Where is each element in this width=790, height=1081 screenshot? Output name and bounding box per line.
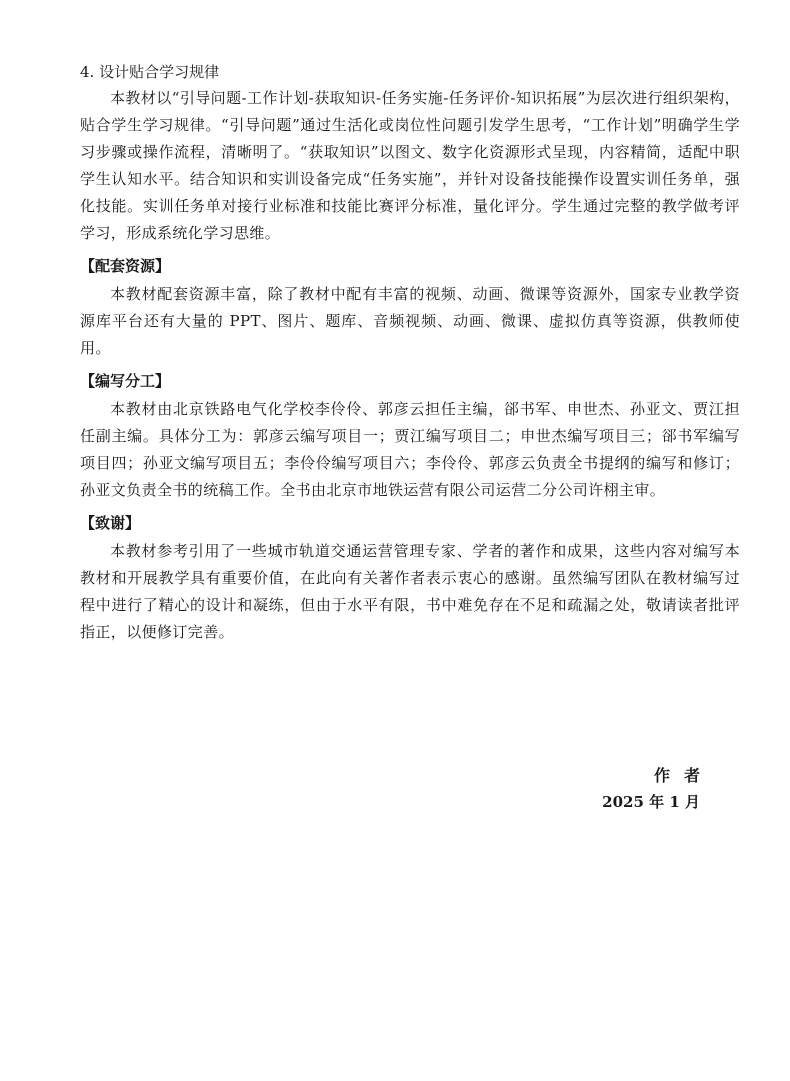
resources-heading: 【配套资源】 [80, 257, 171, 275]
thanks-paragraph: 本教材参考引用了一些城市轨道交通运营管理专家、学者的著作和成果，这些内容对编写本教材和开展教学具有重要价值，在此向有关著作者表示衷心的感谢。虽然编写团队在教材编写过程中进行了精心的设计和凝练，但由于水平有限，书中难免存在不足和疏漏之处，敬请读者批评指正，以便修订完善。 [80, 542, 740, 641]
design-subheading: 4. 设计贴合学习规律 [80, 63, 220, 81]
thanks-heading: 【致谢】 [80, 514, 141, 532]
signature-block [580, 763, 714, 815]
division-paragraph: 本教材由北京铁路电气化学校李伶伶、郭彦云担任主编，郤书军、申世杰、孙亚文、贾江担任副主编。具体分工为：郭彦云编写项目一；贾江编写项目二；申世杰编写项目三；郤书军编写项目四；孙亚文编写项目五；李伶伶编写项目六；李伶伶、郭彦云负责全书提纲的编写和修订；孙亚文负责全书的统稿工作。全书由北京市地铁运营有限公司运营二分公司许栩主审。 [80, 400, 740, 499]
signature-author: 作者 [653, 766, 714, 785]
division-heading: 【编写分工】 [80, 372, 171, 390]
resources-paragraph: 本教材配套资源丰富，除了教材中配有丰富的视频、动画、微课等资源外，国家专业教学资源库平台还有大量的 PPT、图片、题库、音频视频、动画、微课、虚拟仿真等资源，供教师使用。 [80, 285, 740, 357]
signature-date: 2025 年 1 月 [602, 793, 700, 811]
preface-page [80, 60, 740, 646]
design-paragraph: 本教材以“引导问题-工作计划-获取知识-任务实施-任务评价-知识拓展”为层次进行组织架构，贴合学生学习规律。“引导问题”通过生活化或岗位性问题引发学生思考，“工作计划”明确学生学习步骤或操作流程，清晰明了。“获取知识”以图文、数字化资源形式呈现，内容精简，适配中职学生认知水平。结合知识和实训设备完成“任务实施”，并针对设备技能操作设置实训任务单，强化技能。实训任务单对接行业标准和技能比赛评分标准，量化评分。学生通过完整的教学做考评学习，形成系统化学习思维。 [80, 89, 740, 242]
